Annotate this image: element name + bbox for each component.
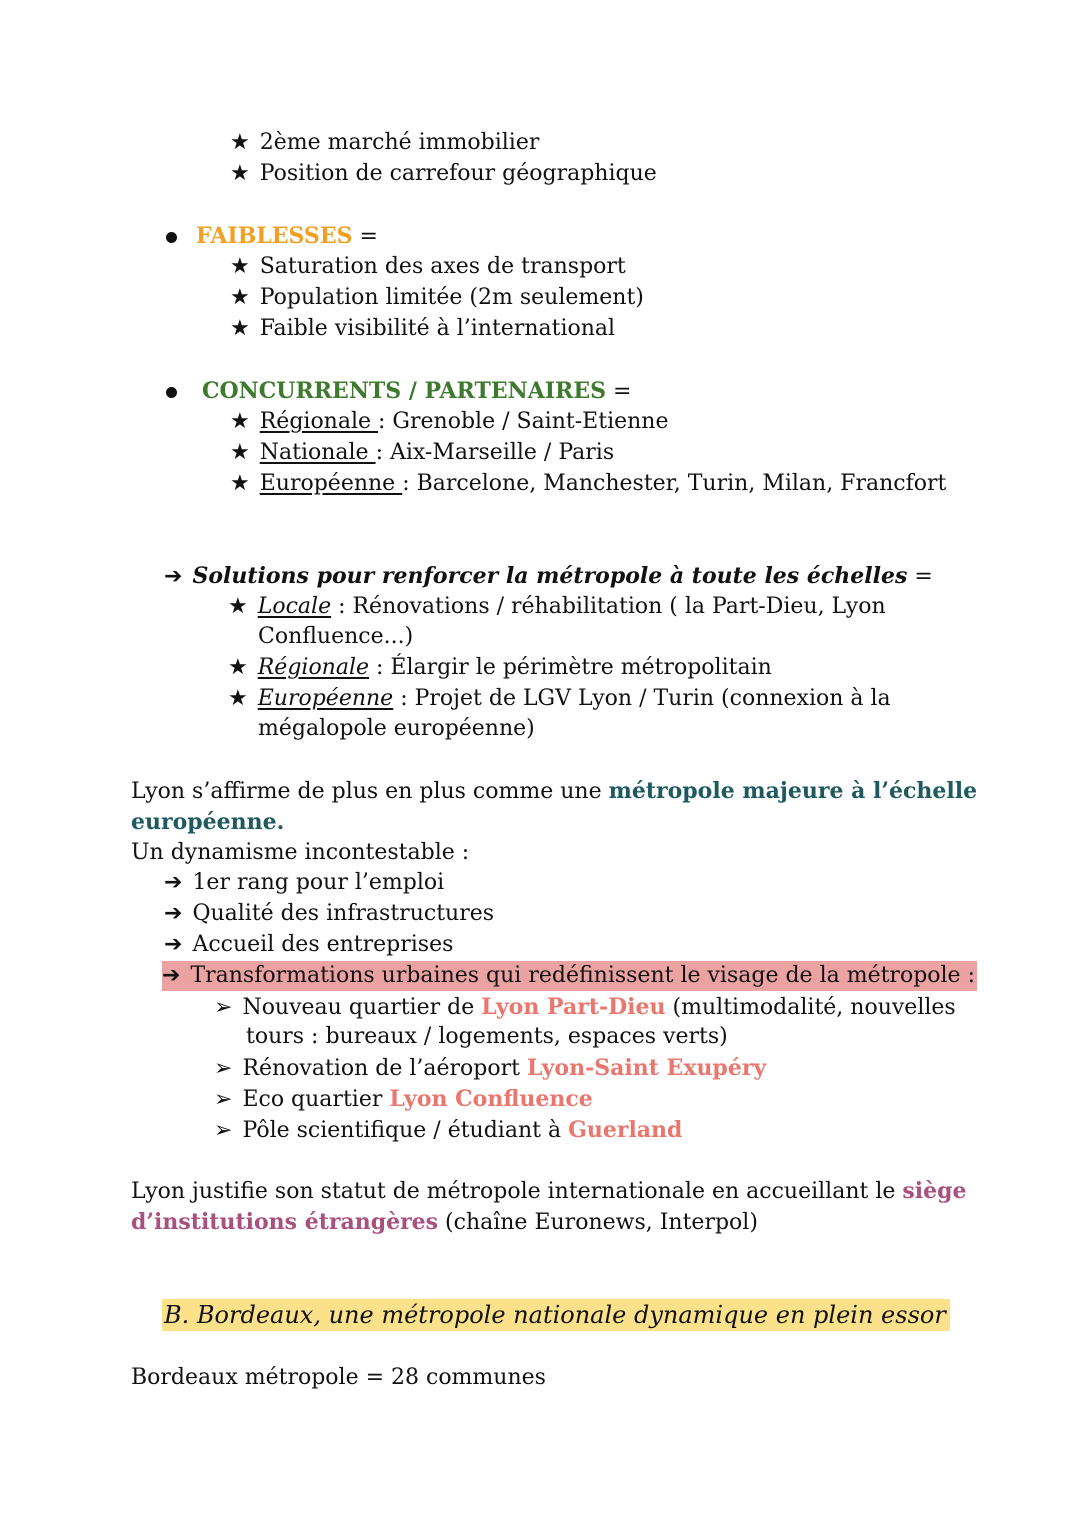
strength-text: 2ème marché immobilier	[259, 130, 540, 155]
solutions-heading: ➔ Solutions pour renforcer la métropole à toute les échelles =	[164, 563, 933, 589]
transformation-item-continuation: tours : bureaux / logements, espaces verts)	[246, 1024, 728, 1049]
solution-item: ★ Européenne : Projet de LGV Lyon / Turin (connexion à la	[228, 684, 891, 714]
concurrent-item: ★ Européenne : Barcelone, Manchester, Turin, Milan, Francfort	[230, 469, 946, 499]
strength-text: Position de carrefour géographique	[259, 161, 657, 186]
dynamism-item: ➔ 1er rang pour l’emploi	[164, 870, 445, 895]
concurrents-heading: CONCURRENTS / PARTENAIRES =	[202, 378, 632, 404]
arrow-right-icon: ➔	[164, 901, 183, 926]
arrow-right-icon: ➔	[164, 932, 183, 957]
dynamism-intro: Un dynamisme incontestable :	[131, 840, 470, 865]
concurrent-item: ★ Régionale : Grenoble / Saint-Etienne	[230, 407, 668, 437]
concurrent-item: ★ Nationale : Aix-Marseille / Paris	[230, 438, 614, 468]
transformation-item: ➢ Nouveau quartier de Lyon Part-Dieu (multimodalité, nouvelles	[214, 994, 956, 1020]
solution-item: ★ Régionale : Élargir le périmètre métropolitain	[228, 653, 772, 683]
strength-item	[230, 128, 539, 158]
arrow-right-icon: ➔	[164, 870, 183, 895]
bullet-dot-icon	[166, 387, 177, 398]
solution-item: ★ Locale : Rénovations / réhabilitation ( la Part-Dieu, Lyon	[228, 592, 886, 622]
arrowhead-icon: ➢	[214, 1056, 233, 1081]
arrow-right-icon: ➔	[164, 564, 183, 589]
faiblesses-heading: FAIBLESSES =	[196, 223, 378, 249]
dynamism-item: ➔ Qualité des infrastructures	[164, 901, 495, 926]
institutions-statement: Lyon justifie son statut de métropole internationale en accueillant le siège	[131, 1178, 967, 1204]
section-b-title: B. Bordeaux, une métropole nationale dynamique en plein essor	[162, 1298, 950, 1332]
strength-item	[230, 159, 657, 189]
transformation-item: ➢ Rénovation de l’aéroport Lyon-Saint Exupéry	[214, 1055, 767, 1081]
faiblesse-item: ★ Saturation des axes de transport	[230, 252, 626, 282]
bordeaux-line: Bordeaux métropole = 28 communes	[131, 1365, 546, 1390]
solution-item-continuation: mégalopole européenne)	[258, 716, 535, 741]
arrowhead-icon: ➢	[214, 1087, 233, 1112]
institutions-statement-continuation: d’institutions étrangères (chaîne Euronews, Interpol)	[131, 1209, 758, 1235]
transformation-item: ➢ Pôle scientifique / étudiant à Guerland	[214, 1117, 683, 1143]
arrowhead-icon: ➢	[214, 1118, 233, 1143]
faiblesse-item: ★ Faible visibilité à l’international	[230, 314, 615, 344]
faiblesse-item: ★ Population limitée (2m seulement)	[230, 283, 644, 313]
arrowhead-icon: ➢	[214, 995, 233, 1020]
bullet-dot-icon	[166, 232, 177, 243]
lyon-statement: Lyon s’affirme de plus en plus comme une métropole majeure à l’échelle	[131, 778, 978, 804]
transformation-item: ➢ Eco quartier Lyon Confluence	[214, 1086, 593, 1112]
dynamism-item-highlighted: ➔ Transformations urbaines qui redéfinissent le visage de la métropole :	[162, 961, 977, 991]
arrow-right-icon: ➔	[162, 963, 181, 988]
solution-item-continuation: Confluence...)	[258, 624, 414, 649]
lyon-statement-continuation: européenne.	[131, 809, 285, 835]
dynamism-item: ➔ Accueil des entreprises	[164, 932, 454, 957]
